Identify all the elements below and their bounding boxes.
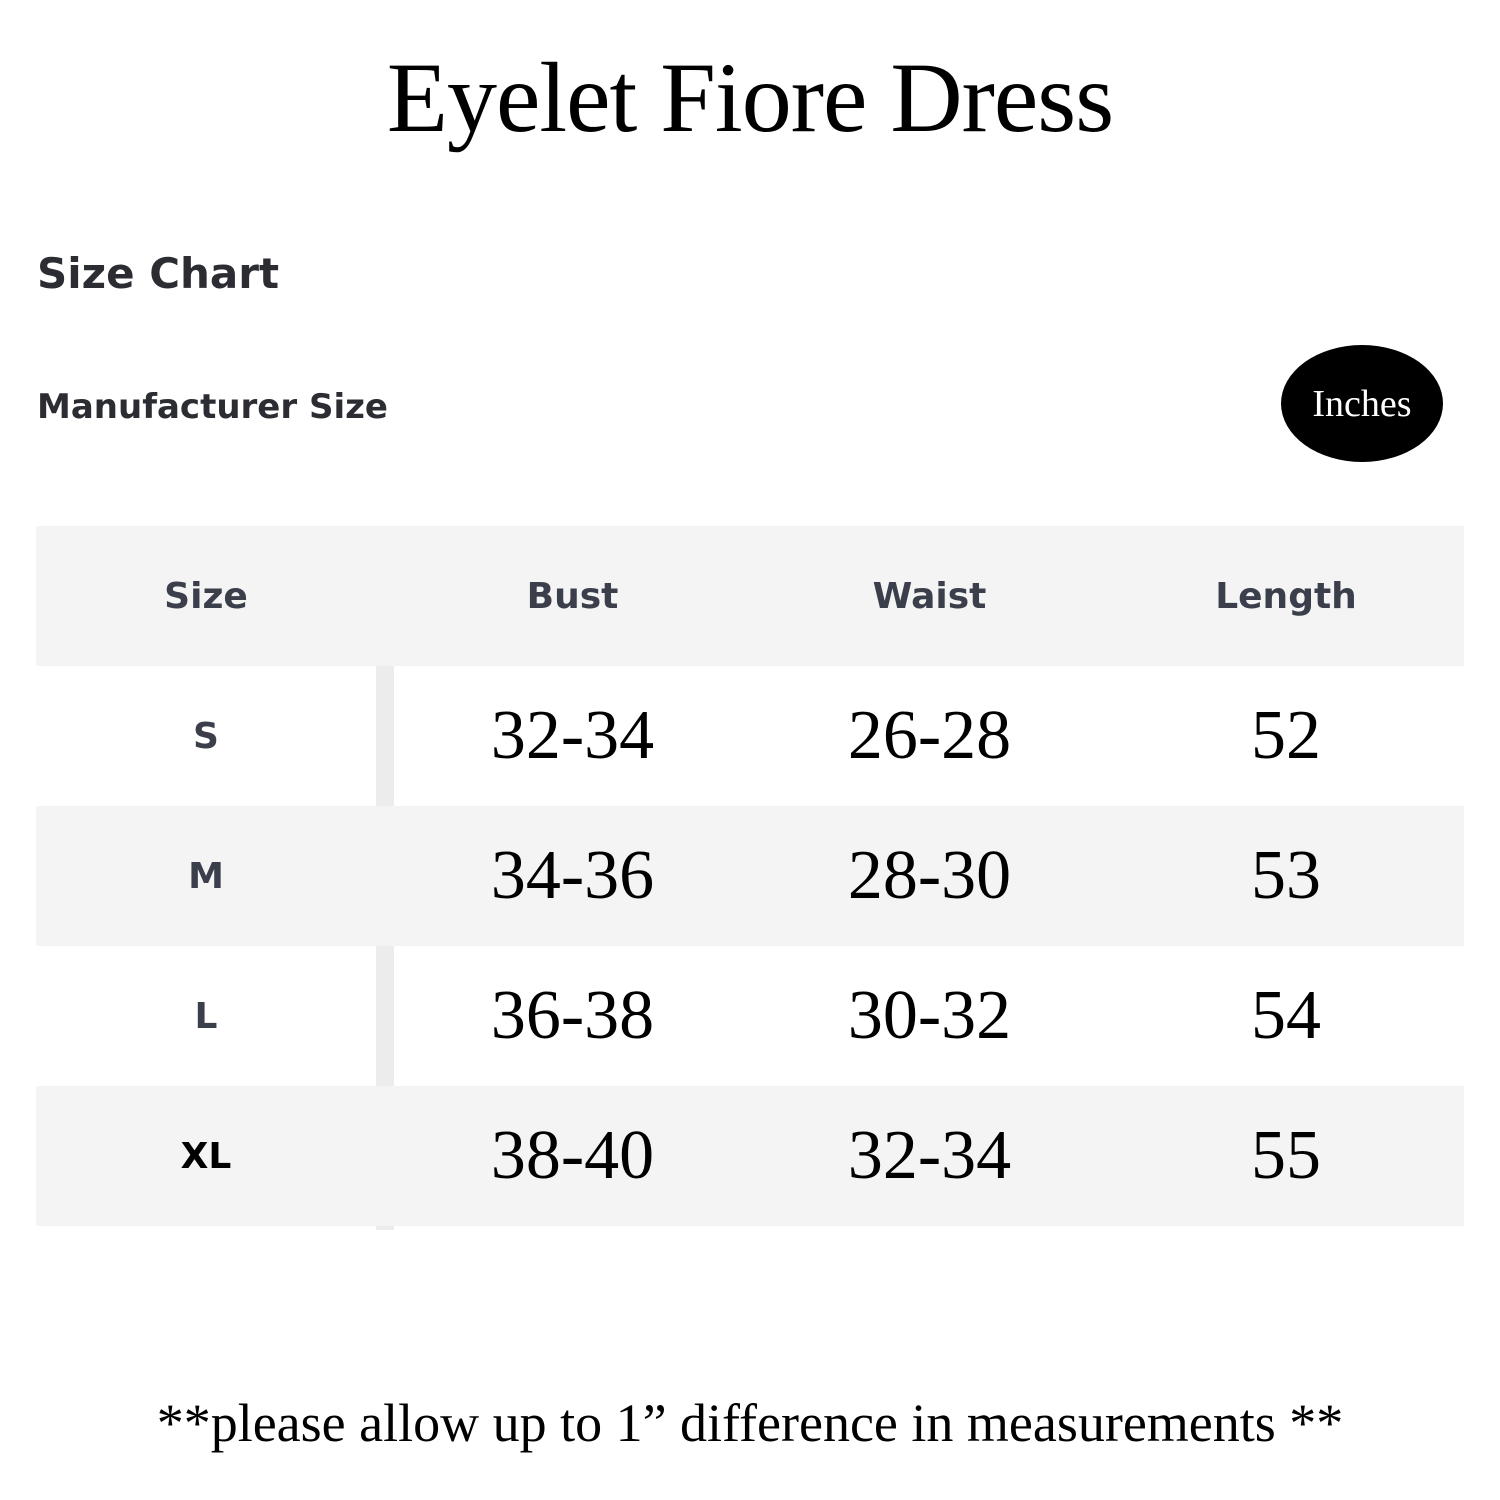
measurement-disclaimer: **please allow up to 1” difference in measurements ** bbox=[156, 1393, 1344, 1453]
length-value: 54 bbox=[1251, 977, 1321, 1054]
page-title: Eyelet Fiore Dress bbox=[386, 42, 1114, 153]
table-row bbox=[36, 1086, 1464, 1226]
table-row bbox=[36, 946, 1464, 1086]
size-cell bbox=[36, 946, 376, 1086]
header-cell-bust bbox=[394, 526, 751, 666]
bust-value: 36-38 bbox=[490, 977, 655, 1054]
size-value: M bbox=[188, 855, 224, 897]
size-value: L bbox=[194, 995, 218, 1037]
length-cell bbox=[1108, 806, 1464, 946]
bust-value: 38-40 bbox=[490, 1117, 655, 1194]
length-cell bbox=[1108, 1086, 1464, 1226]
header-bust: Bust bbox=[526, 575, 619, 617]
length-value: 55 bbox=[1251, 1117, 1321, 1194]
bust-cell bbox=[394, 946, 751, 1086]
table-row bbox=[36, 666, 1464, 806]
length-value: 52 bbox=[1251, 697, 1321, 774]
size-cell bbox=[36, 666, 376, 806]
table-header-row bbox=[36, 526, 1464, 666]
unit-toggle-button[interactable]: Inches bbox=[1281, 345, 1443, 462]
size-value: XL bbox=[180, 1135, 232, 1177]
size-cell bbox=[36, 1086, 376, 1226]
waist-cell bbox=[751, 806, 1108, 946]
waist-cell bbox=[751, 666, 1108, 806]
header-cell-waist bbox=[751, 526, 1108, 666]
waist-value: 30-32 bbox=[847, 977, 1012, 1054]
length-cell bbox=[1108, 666, 1464, 806]
header-length: Length bbox=[1215, 575, 1357, 617]
bust-cell bbox=[394, 1086, 751, 1226]
waist-value: 26-28 bbox=[847, 697, 1012, 774]
bust-cell bbox=[394, 666, 751, 806]
header-size: Size bbox=[164, 575, 248, 617]
bust-cell bbox=[394, 806, 751, 946]
size-value: S bbox=[193, 715, 219, 757]
table-row bbox=[36, 806, 1464, 946]
size-table bbox=[36, 526, 1464, 1226]
size-cell bbox=[36, 806, 376, 946]
header-waist: Waist bbox=[872, 575, 987, 617]
length-value: 53 bbox=[1251, 837, 1321, 914]
bust-value: 34-36 bbox=[490, 837, 655, 914]
bust-value: 32-34 bbox=[490, 697, 655, 774]
waist-cell bbox=[751, 1086, 1108, 1226]
waist-cell bbox=[751, 946, 1108, 1086]
length-cell bbox=[1108, 946, 1464, 1086]
waist-value: 28-30 bbox=[847, 837, 1012, 914]
header-cell-length bbox=[1108, 526, 1464, 666]
waist-value: 32-34 bbox=[847, 1117, 1012, 1194]
header-cell-size bbox=[36, 526, 376, 666]
size-chart-heading: Size Chart bbox=[37, 249, 280, 298]
manufacturer-size-label: Manufacturer Size bbox=[37, 387, 388, 427]
